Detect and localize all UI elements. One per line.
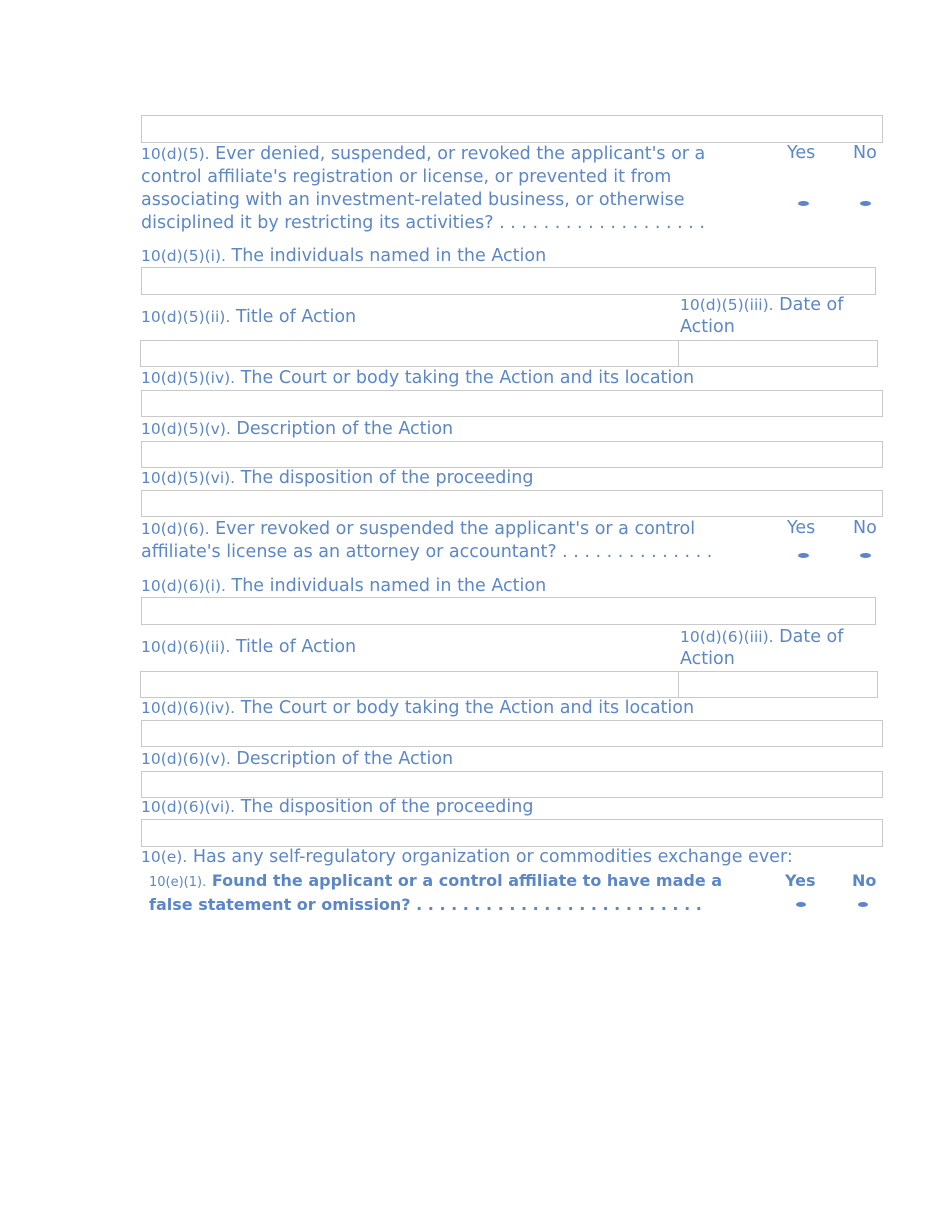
q6-description-field[interactable] (141, 771, 883, 798)
qe1-question (149, 870, 722, 916)
q6-date-field[interactable] (678, 671, 878, 698)
q6-question (141, 518, 712, 564)
qe-heading (141, 846, 793, 869)
q5-title-field[interactable] (140, 340, 680, 367)
q5-disposition-text: The disposition of the proceeding (240, 468, 534, 488)
q5-individuals-text: The individuals named in the Action (231, 246, 547, 266)
q5-date-code: 10(d)(5)(iii). (680, 296, 774, 314)
q6-no-label: No (853, 518, 877, 538)
q6-individuals-label (141, 575, 546, 598)
q6-line2: affiliate's license as an attorney or accountant? . . . . . . . . . . . . . . (141, 542, 713, 562)
q6-date-code: 10(d)(6)(iii). (680, 628, 774, 646)
q6-disposition-field[interactable] (141, 819, 883, 847)
q5-date-text2: Action (680, 317, 735, 337)
q5-disposition-label (141, 467, 533, 490)
q6-date-text2: Action (680, 649, 735, 669)
q5-date-text1: Date of (779, 295, 844, 315)
qe1-line2: false statement or omission? . . . . . . . . . . . . . . . . . . . . . . . . . (149, 895, 702, 914)
q5-title-text: Title of Action (235, 307, 357, 327)
q6-date-label (680, 626, 843, 670)
qe1-no-radio[interactable] (858, 902, 868, 907)
q6-individuals-text: The individuals named in the Action (231, 576, 547, 596)
q5-description-label (141, 418, 453, 441)
q5-code: 10(d)(5). (141, 145, 210, 163)
q6-disposition-code: 10(d)(6)(vi). (141, 798, 236, 816)
q5-yes-radio[interactable] (798, 201, 809, 206)
q6-title-field[interactable] (140, 671, 680, 698)
qe1-code: 10(e)(1). (149, 875, 207, 890)
qe1-yes-radio[interactable] (796, 902, 806, 907)
q5-date-field[interactable] (678, 340, 878, 367)
q5-yes-label: Yes (787, 143, 816, 163)
q5-line1: Ever denied, suspended, or revoked the applicant's or a (215, 144, 706, 164)
q5-court-label (141, 367, 694, 390)
q5-description-code: 10(d)(5)(v). (141, 420, 231, 438)
q5-date-label (680, 294, 843, 338)
q5-line2: control affiliate's registration or license, or prevented it from (141, 167, 672, 187)
q6-court-code: 10(d)(6)(iv). (141, 699, 236, 717)
q6-disposition-label (141, 796, 533, 819)
q5-description-field[interactable] (141, 441, 883, 468)
qe-text: Has any self-regulatory organization or commodities exchange ever: (192, 847, 793, 867)
q5-title-code: 10(d)(5)(ii). (141, 308, 231, 326)
q6-yes-radio[interactable] (798, 553, 809, 558)
q5-disposition-field[interactable] (141, 490, 883, 517)
q5-no-label: No (853, 143, 877, 163)
q6-title-label (141, 636, 356, 659)
q6-code: 10(d)(6). (141, 520, 210, 538)
q6-disposition-text: The disposition of the proceeding (240, 797, 534, 817)
q5-no-radio[interactable] (860, 201, 871, 206)
q6-yes-label: Yes (787, 518, 816, 538)
q5-disposition-code: 10(d)(5)(vi). (141, 469, 236, 487)
q5-court-text: The Court or body taking the Action and its location (240, 368, 695, 388)
q5-question (141, 143, 705, 235)
q5-title-label (141, 306, 356, 329)
qe1-line1: Found the applicant or a control affiliate to have made a (211, 871, 723, 890)
q6-court-field[interactable] (141, 720, 883, 747)
qe1-no-label: No (852, 871, 877, 890)
q6-line1: Ever revoked or suspended the applicant's or a control (215, 519, 696, 539)
top-text-field[interactable] (141, 115, 883, 143)
q5-individuals-field[interactable] (141, 267, 876, 295)
q6-date-text1: Date of (779, 627, 844, 647)
q6-individuals-code: 10(d)(6)(i). (141, 577, 226, 595)
q6-individuals-field[interactable] (141, 597, 876, 625)
q5-individuals-code: 10(d)(5)(i). (141, 247, 226, 265)
q5-court-code: 10(d)(5)(iv). (141, 369, 236, 387)
q6-description-text: Description of the Action (236, 749, 454, 769)
qe1-yes-label: Yes (785, 871, 816, 890)
qe-code: 10(e). (141, 848, 188, 866)
q6-title-text: Title of Action (235, 637, 357, 657)
q6-court-label (141, 697, 694, 720)
q6-description-code: 10(d)(6)(v). (141, 750, 231, 768)
q6-title-code: 10(d)(6)(ii). (141, 638, 231, 656)
q5-line4: disciplined it by restricting its activities? . . . . . . . . . . . . . . . . . . . (141, 213, 705, 233)
q5-description-text: Description of the Action (236, 419, 454, 439)
q6-court-text: The Court or body taking the Action and its location (240, 698, 695, 718)
q5-individuals-label (141, 245, 546, 268)
q6-description-label (141, 748, 453, 771)
q5-court-field[interactable] (141, 390, 883, 417)
q6-no-radio[interactable] (860, 553, 871, 558)
q5-line3: associating with an investment-related business, or otherwise (141, 190, 685, 210)
